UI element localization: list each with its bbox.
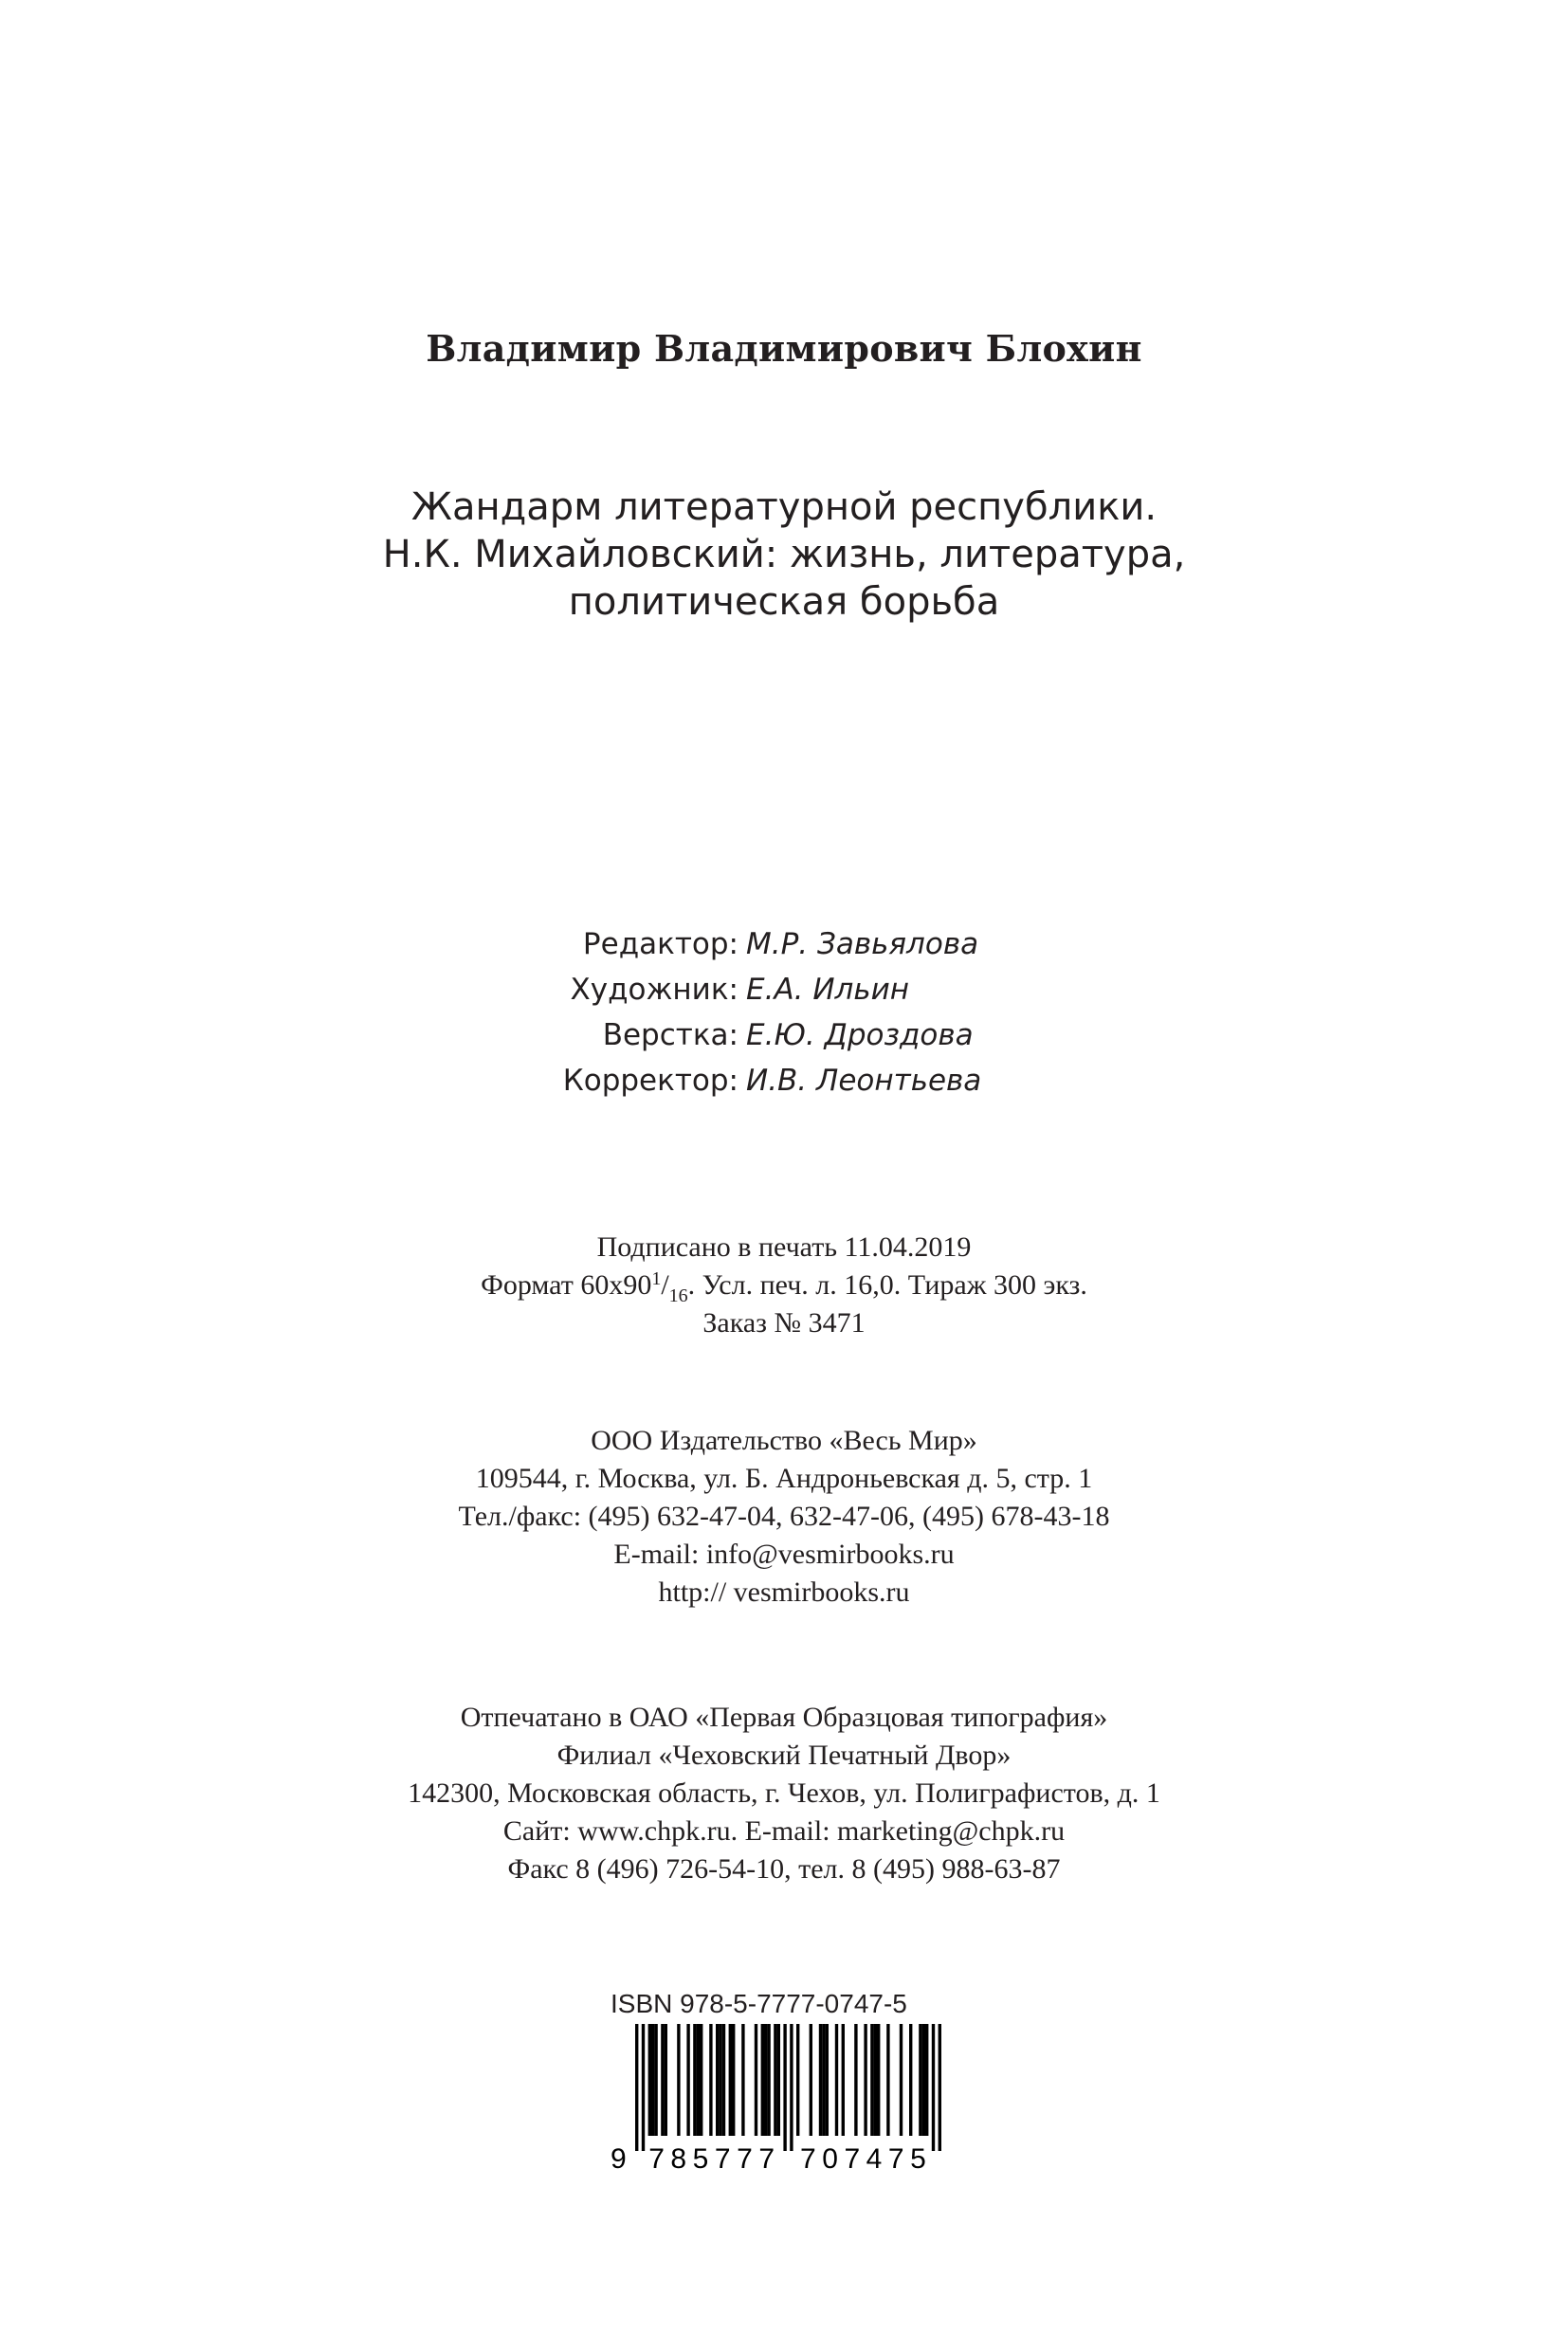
format-denominator: 16 [668,1285,688,1306]
printer-phone: Факс 8 (496) 726-54-10, тел. 8 (495) 988-63-87 [507,1853,1061,1885]
barcode-bar [870,2024,873,2136]
barcode-left-digits: 785777 [648,2143,776,2175]
publisher-email: E-mail: info@vesmirbooks.ru [613,1539,955,1570]
printer-site-email: Сайт: www.chpk.ru. E-mail: marketing@chpk.ru [502,1815,1066,1847]
printer-info [0,1699,1568,1888]
barcode-bar [822,2024,825,2136]
barcode-bar [661,2024,664,2136]
signed-date: Подписано в печать 11.04.2019 [596,1231,972,1263]
publisher-address: 109544, г. Москва, ул. Б. Андроньевская д. 5, стр. 1 [475,1463,1093,1494]
barcode-bar [767,2024,770,2136]
barcode-right-digits: 707475 [800,2143,928,2175]
barcode-bar [716,2024,719,2136]
barcode-bar [693,2024,696,2136]
barcode-bar [835,2024,838,2136]
printer-address: 142300, Московская область, г. Чехов, ул. Полиграфистов, д. 1 [408,1777,1160,1809]
isbn-barcode [607,2024,967,2176]
barcode-bar [654,2024,657,2136]
barcode-bar [922,2024,925,2136]
barcode-bar [854,2024,857,2136]
format-prefix: Формат 60х90 [481,1269,652,1301]
credit-person: И.В. Леонтьева [746,1064,982,1098]
barcode-bar [774,2024,776,2136]
credit-artist [0,967,1568,1012]
barcode-bar [642,2024,645,2151]
barcode-bar [651,2024,654,2136]
credit-role: Корректор: [562,1064,738,1098]
barcode-bar [700,2024,702,2136]
credit-proofreader [0,1058,1568,1103]
barcode-bar [886,2024,889,2136]
format-slash: / [661,1269,669,1301]
publisher-website: http:// vesmirbooks.ru [658,1576,910,1608]
order-number: Заказ № 3471 [702,1307,866,1339]
barcode-bar [932,2024,935,2151]
credit-layout [0,1012,1568,1058]
print-info [0,1229,1568,1342]
book-title [0,483,1568,626]
credit-person: Е.Ю. Дроздова [746,1018,974,1052]
barcode-bar [900,2024,903,2136]
barcode-bar [842,2024,845,2136]
barcode-bar [790,2024,793,2151]
credit-role: Художник: [570,973,738,1007]
barcode-bar [686,2024,689,2136]
barcode-bar [925,2024,928,2136]
printer-branch: Филиал «Чеховский Печатный Двор» [556,1740,1012,1771]
isbn-label: ISBN 978-5-7777-0747-5 [611,1989,907,2018]
barcode-bar [783,2024,786,2151]
credits-list [0,921,1568,1103]
printer-name: Отпечатано в ОАО «Первая Образцовая типография» [460,1702,1108,1733]
publisher-name: ООО Издательство «Весь Мир» [591,1425,977,1456]
title-line: Жандарм литературной республики. [410,485,1158,529]
barcode-bar [909,2024,912,2136]
barcode-bar [877,2024,880,2136]
credit-role: Редактор: [582,927,738,961]
barcode-bar [796,2024,799,2136]
barcode-bar [665,2024,667,2136]
barcode-bar [741,2024,744,2136]
format-numerator: 1 [651,1268,662,1289]
publisher-phone: Тел./факс: (495) 632-47-04, 632-47-06, (495) 678-43-18 [458,1501,1110,1532]
barcode-bar [819,2024,822,2136]
title-line: политическая борьба [568,580,1000,624]
barcode-bar [635,2024,638,2151]
barcode-bar [729,2024,732,2136]
barcode-bars [635,2024,941,2151]
barcode-bar [761,2024,764,2136]
barcode-bar [709,2024,712,2136]
barcode-bar [697,2024,700,2136]
barcode-bar [764,2024,767,2136]
credit-role: Верстка: [602,1018,738,1052]
barcode-first-digit: 9 [611,2143,627,2175]
barcode-bar [722,2024,725,2136]
barcode-bar [648,2024,651,2136]
credit-editor [0,921,1568,967]
title-line: Н.К. Михайловский: жизнь, литература, [382,533,1186,576]
credit-person: М.Р. Завьялова [746,927,979,961]
barcode-bar [864,2024,866,2136]
barcode-bar [755,2024,757,2136]
barcode-bar [732,2024,735,2136]
barcode-bar [939,2024,941,2151]
barcode-bar [919,2024,921,2136]
barcode-bar [777,2024,780,2136]
format-line [0,1267,1568,1304]
barcode-bar [719,2024,721,2136]
format-suffix: . Усл. печ. л. 16,0. Тираж 300 экз. [687,1269,1087,1301]
barcode-bar [677,2024,680,2136]
barcode-bar [810,2024,812,2136]
barcode-bar [874,2024,877,2136]
publisher-info [0,1422,1568,1612]
barcode-bar [826,2024,829,2136]
credit-person: Е.А. Ильин [746,973,910,1007]
author-name: Владимир Владимирович Блохин [426,327,1142,370]
